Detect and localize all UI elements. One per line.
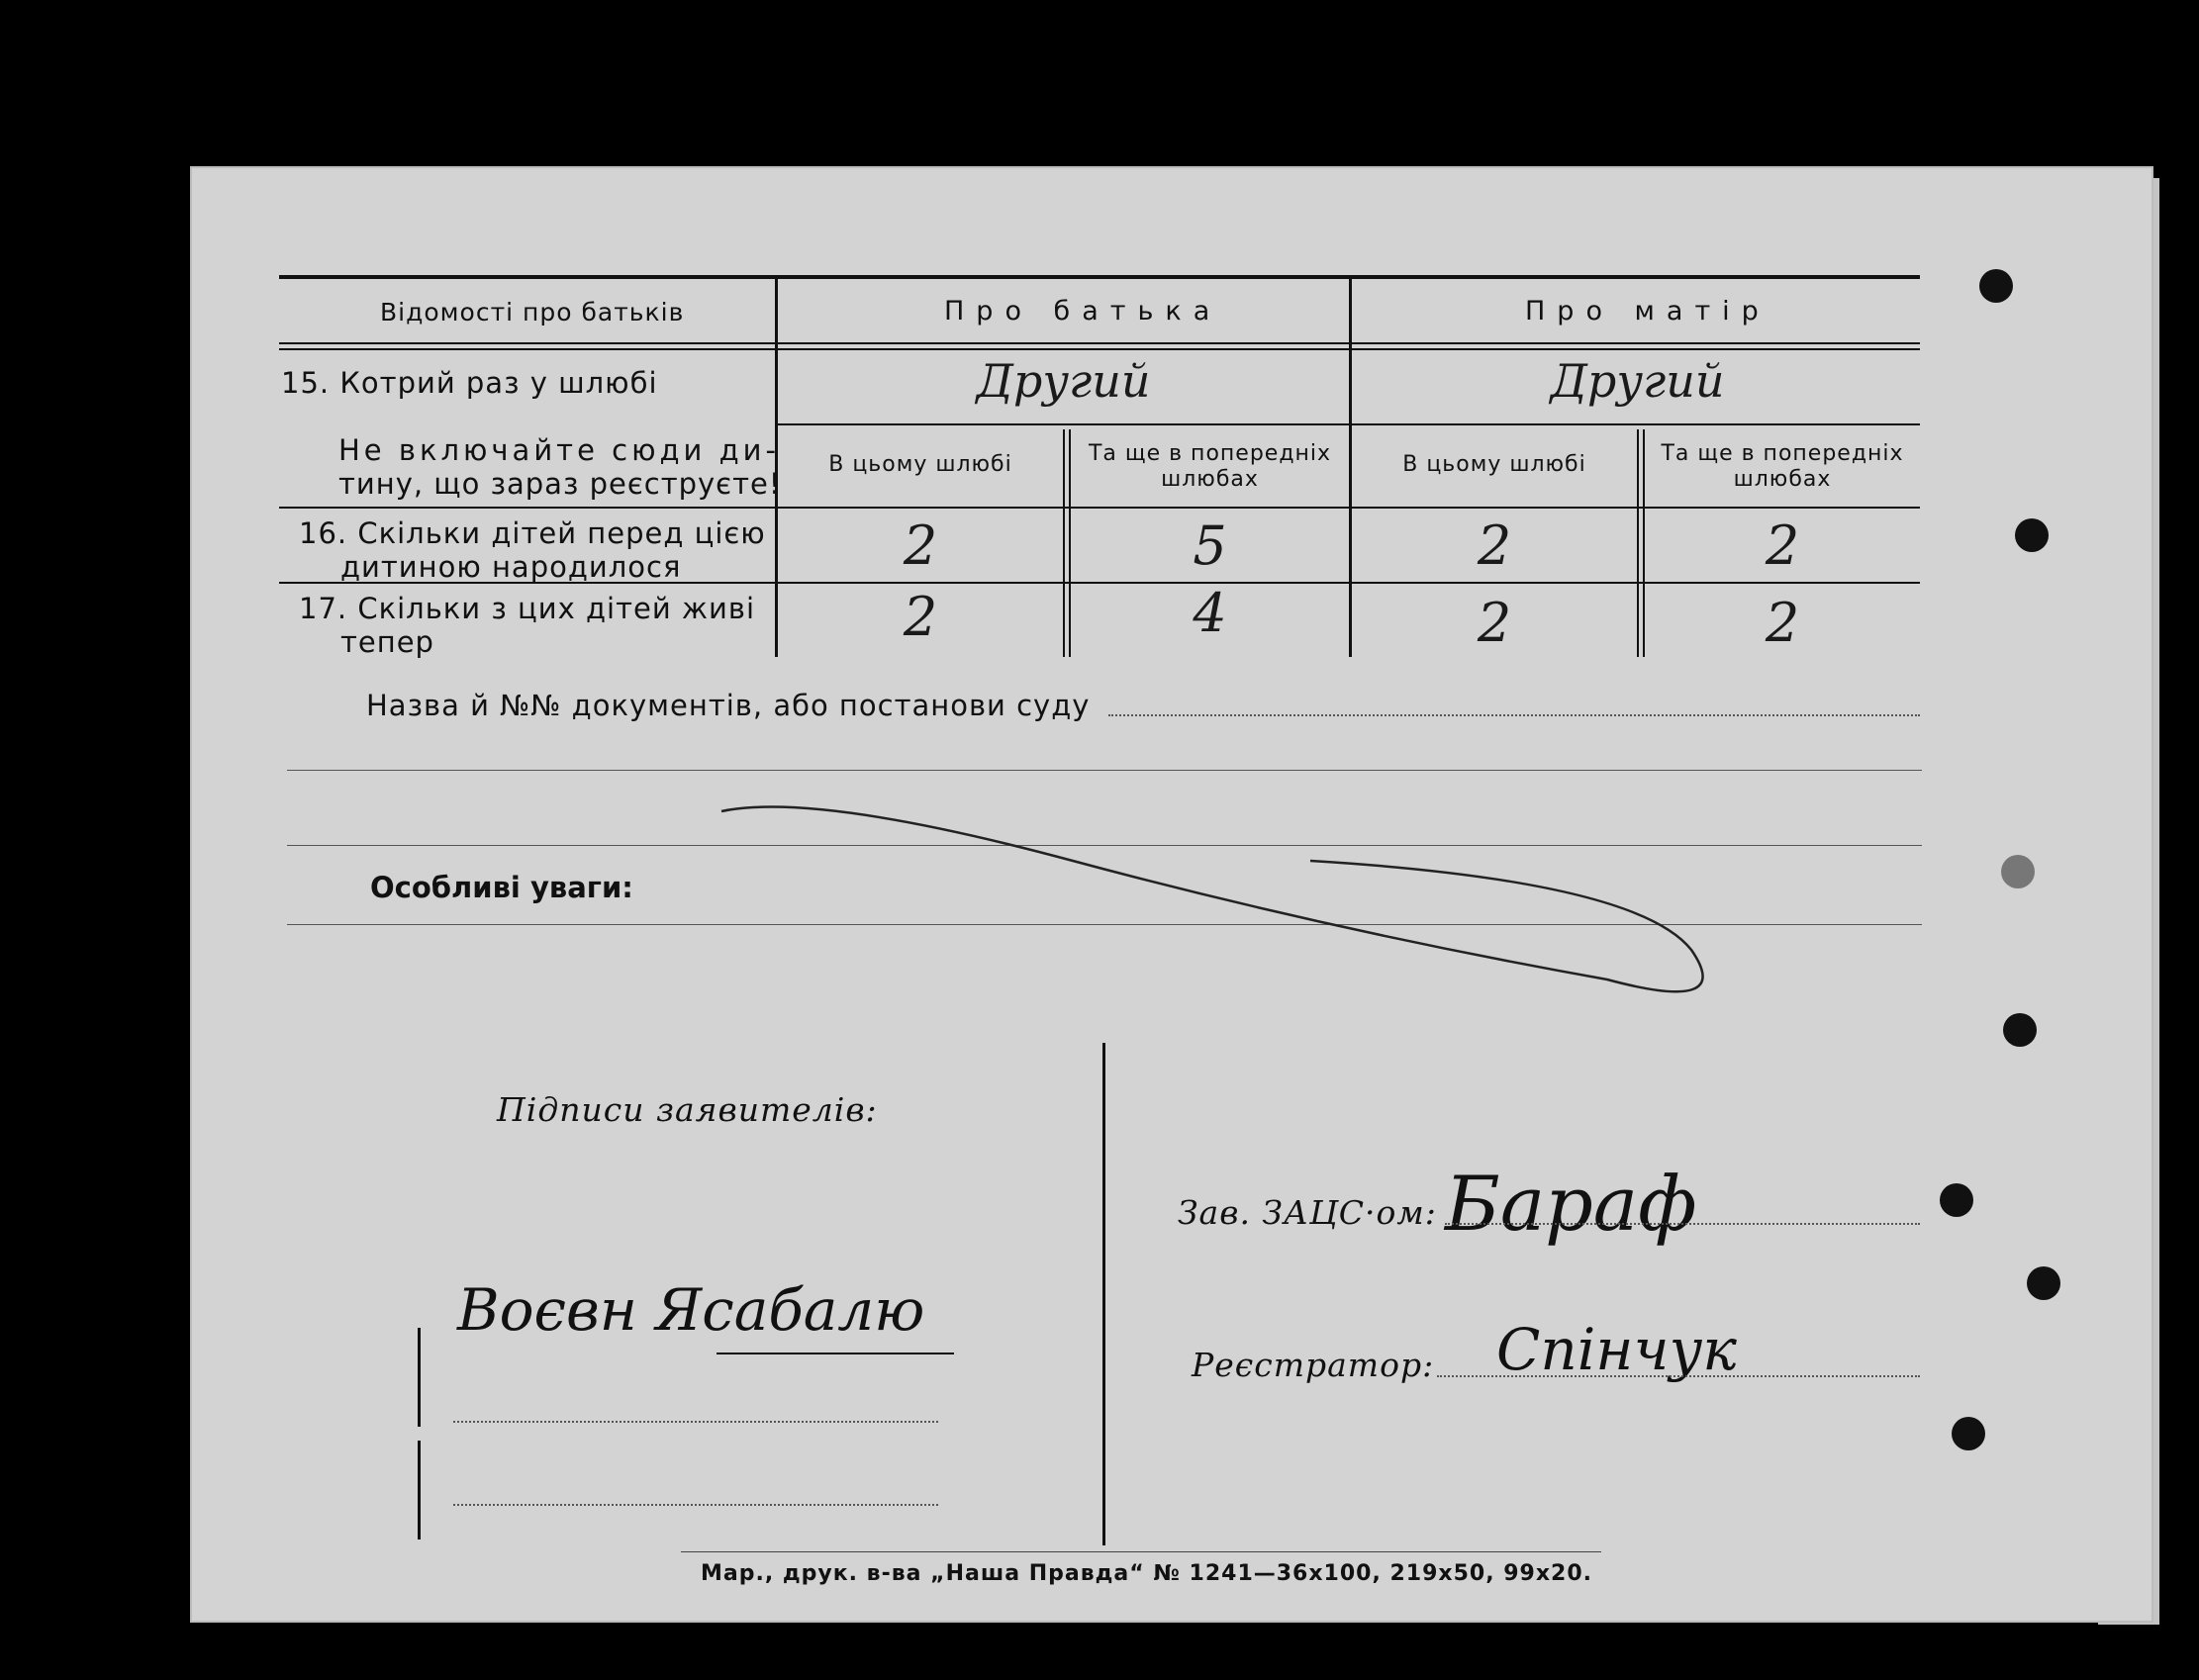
father-this-marriage: В цьому шлюбі [828, 452, 1012, 477]
punch-hole [1940, 1183, 1973, 1217]
row16-label-1: 16. Скільки дітей перед цією [299, 516, 766, 550]
row16-label-2: дитиною народилося [340, 550, 682, 584]
row16-mother-this: 2 [1477, 514, 1512, 577]
punch-hole [2027, 1266, 2060, 1300]
father-previous-marriages: Та ще в попередніх шлюбах [1088, 441, 1332, 492]
header-rule-2 [279, 348, 1920, 350]
form-sheet [190, 166, 2153, 1623]
table-top-rule [279, 275, 1920, 279]
printer-imprint: Мар., друк. в-ва „Наша Правда“ № 1241—36х100, 219х50, 99х20. [701, 1561, 1593, 1586]
row16-father-this: 2 [903, 514, 938, 577]
applicant-line-2 [453, 1504, 938, 1506]
header-rule-1 [279, 342, 1920, 344]
registrar-signature-line [1437, 1375, 1920, 1377]
header-father: Про батька [944, 296, 1222, 327]
special-notes-label: Особливі уваги: [370, 871, 633, 904]
registrar-signature: Спінчук [1496, 1316, 1737, 1383]
row-rule-15 [778, 423, 1920, 425]
applicants-label: Підписи заявителів: [497, 1090, 878, 1129]
header-info: Відомості про батьків [380, 298, 685, 327]
punch-hole [2001, 855, 2035, 888]
row17-father-this: 2 [903, 586, 938, 648]
applicant-bracket-1 [418, 1328, 421, 1427]
col-rule-father-prev-a [1063, 429, 1065, 657]
punch-hole [2003, 1013, 2037, 1047]
row17-label-2: тепер [340, 625, 434, 659]
applicant-line-1 [453, 1421, 938, 1423]
row17-mother-prev: 2 [1765, 592, 1800, 654]
note-line1: Не включайте сюди ди- [338, 433, 780, 467]
footer-rule [681, 1551, 1601, 1552]
applicant-signature: Воєвн Ясабалю [457, 1276, 925, 1344]
row17-label-1: 17. Скільки з цих дітей живі [299, 592, 756, 625]
note-line2: тину, що зараз реєструєте! [338, 467, 782, 501]
documents-line-2 [287, 770, 1922, 771]
row15-father-value: Другий [976, 354, 1151, 408]
head-signature: Бараф [1445, 1160, 1697, 1248]
row15-mother-value: Другий [1550, 354, 1725, 408]
row16-father-prev: 5 [1193, 514, 1227, 577]
punch-hole [1979, 269, 2013, 303]
row16-mother-prev: 2 [1765, 514, 1800, 577]
mother-this-marriage: В цьому шлюбі [1402, 452, 1586, 477]
punch-hole [1952, 1417, 1985, 1450]
head-label: Зав. ЗАЦС·ом: [1178, 1193, 1437, 1232]
applicant-signature-flourish [717, 1353, 954, 1354]
row17-mother-this: 2 [1477, 592, 1512, 654]
documents-label: Назва й №№ документів, або постанови суду [366, 689, 1091, 722]
applicant-bracket-2 [418, 1441, 421, 1540]
cancellation-stroke [717, 801, 1944, 1019]
mother-previous-marriages: Та ще в попередніх шлюбах [1661, 441, 1904, 492]
documents-dotted-line [1108, 714, 1920, 716]
registrar-label: Реєстратор: [1192, 1346, 1435, 1384]
col-rule-mother-prev-a [1637, 429, 1639, 657]
head-signature-line [1445, 1223, 1920, 1225]
header-mother: Про матір [1525, 296, 1770, 327]
punch-hole [2015, 518, 2049, 552]
row17-father-prev: 4 [1193, 582, 1227, 644]
signature-divider [1102, 1043, 1105, 1545]
row-rule-note [279, 507, 1920, 509]
row15-label: 15. Котрий раз у шлюбі [281, 366, 658, 400]
